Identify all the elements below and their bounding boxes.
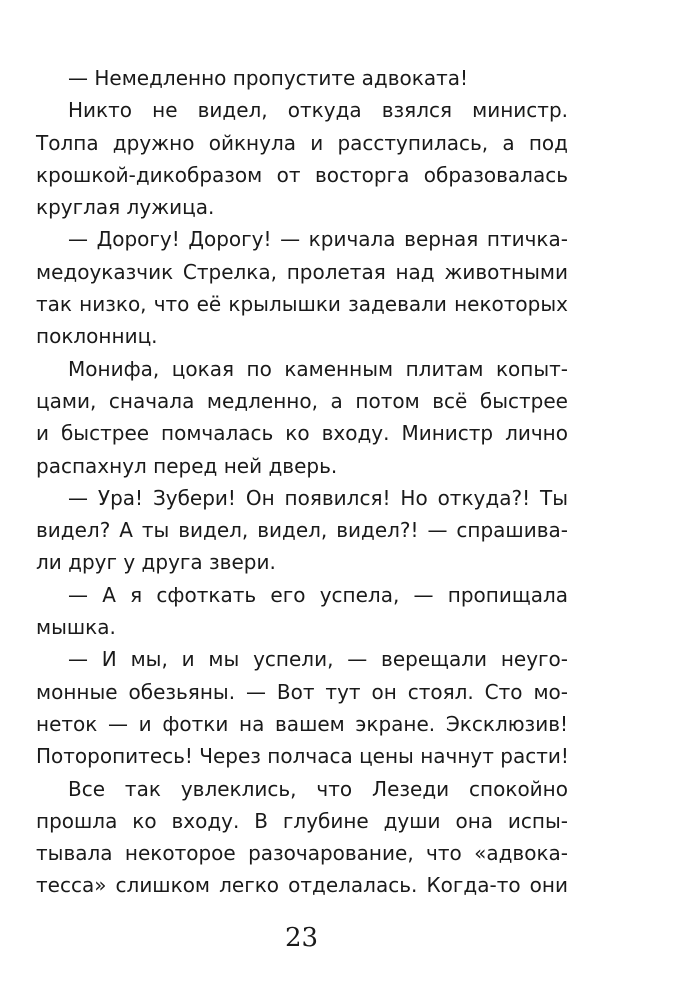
text-line: ли друг у друга звери.: [36, 550, 276, 575]
text-line: Поторопитесь! Через полчаса цены начнут расти!: [36, 744, 569, 769]
text-line: распахнул перед ней дверь.: [36, 453, 338, 478]
text-line: так низко, что её крылышки задевали некоторых: [36, 292, 568, 317]
text-line: — Ура! Зубери! Он появился! Но откуда?! Ты: [68, 485, 568, 510]
text-line: — Дорогу! Дорогу! — кричала верная птичка-: [68, 227, 568, 252]
text-line: прошла ко входу. В глубине души она испы-: [36, 808, 568, 833]
text-line: — Немедленно пропустите адвоката!: [68, 66, 468, 90]
text-line: крошкой-дикобразом от восторга образовалась: [36, 162, 568, 187]
text-line: — А я сфоткать его успела, — пропищала: [68, 582, 568, 607]
text-line: тесса» слишком легко отделалась. Когда-то они: [36, 873, 568, 898]
text-line: видел? А ты видел, видел, видел?! — спрашива-: [36, 518, 568, 543]
text-line: Монифа, цокая по каменным плитам копыт-: [68, 356, 568, 381]
text-line: медоуказчик Стрелка, пролетая над животными: [36, 259, 568, 284]
text-line: Все так увлеклись, что Лезеди спокойно: [68, 776, 568, 801]
text-line: неток — и фотки на вашем экране. Эксклюзив!: [36, 711, 568, 736]
text-line: Толпа дружно ойкнула и расступилась, а под: [36, 130, 568, 155]
text-line: мышка.: [36, 615, 116, 640]
text-line: Никто не видел, откуда взялся министр.: [68, 98, 568, 123]
text-line: круглая лужица.: [36, 195, 215, 220]
page-number: 23: [284, 923, 319, 953]
text-line: тывала некоторое разочарование, что «адвока-: [36, 841, 568, 866]
text-line: и быстрее помчалась ко входу. Министр лично: [36, 421, 568, 446]
body-text: [36, 62, 568, 902]
text-line: — И мы, и мы успели, — верещали неуго-: [68, 647, 568, 672]
text-line: поклонниц.: [36, 324, 158, 349]
text-line: цами, сначала медленно, а потом всё быстрее: [36, 388, 568, 413]
text-line: монные обезьяны. — Вот тут он стоял. Сто мо-: [36, 679, 568, 704]
